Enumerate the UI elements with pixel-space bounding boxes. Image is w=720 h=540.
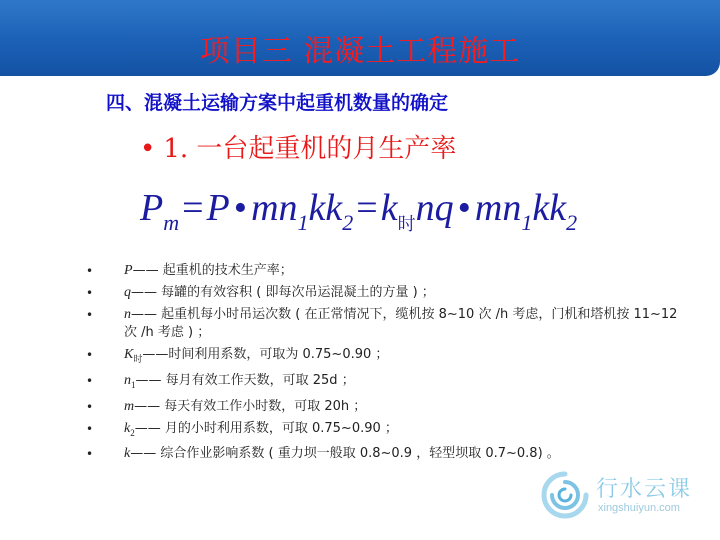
definition-item	[86, 346, 686, 368]
formula-var-mn: mn	[251, 187, 298, 229]
logo-swirl-icon	[540, 470, 590, 520]
bullet-icon: •	[140, 134, 156, 164]
definition-symbol: $k_2$	[124, 420, 135, 438]
definition-symbol: m	[124, 398, 135, 414]
formula-var-mn-2: mn	[474, 187, 522, 229]
definition-text: —— 综合作业影响系数 ( 重力坝一般取 0.8~0.9 ，轻型坝取 0.7~0.8) 。	[130, 446, 560, 462]
title-banner	[0, 0, 720, 76]
formula-sub-shi: 时	[397, 214, 416, 235]
definition-item	[86, 306, 686, 342]
formula-dot-2: •	[457, 187, 471, 229]
definition-item	[86, 284, 686, 302]
formula-equals: =	[182, 187, 204, 229]
formula-var-nq: nq	[415, 187, 454, 229]
definition-item	[86, 398, 686, 416]
watermark-logo	[536, 466, 716, 526]
formula	[140, 186, 577, 236]
formula-var-P: P	[140, 187, 164, 229]
definition-symbol: n	[124, 307, 131, 322]
formula-sub-1b: 1	[521, 210, 533, 235]
definition-text: —— 每天有效工作小时数，可取 20h ；	[134, 398, 367, 414]
point-heading	[140, 128, 456, 165]
definition-text: —— 月的小时利用系数，可取 0.75~0.90 ；	[134, 420, 398, 436]
formula-sub-2: 2	[342, 210, 354, 235]
definition-text: —— 起重机每小时吊运次数 ( 在正常情况下，缆机按 8~10 次 /h 考虑，门机和塔机按 11~12 次 /h 考虑 ) ；	[124, 307, 678, 340]
logo-url: xingshuiyun.com	[598, 502, 680, 514]
formula-var-kk: kk	[308, 187, 343, 229]
definition-item	[86, 372, 686, 394]
section-subtitle: 四、混凝土运输方案中起重机数量的确定	[106, 92, 449, 114]
definition-item	[86, 262, 686, 280]
formula-dot: •	[233, 187, 248, 229]
formula-equals-2: =	[356, 187, 378, 229]
definition-text: —— 每罐的有效容积 ( 即每次吊运混凝土的方量 ) ；	[131, 285, 435, 300]
formula-var-P2: P	[206, 187, 230, 229]
definition-symbol: k	[124, 446, 131, 462]
definition-symbol: $n_1$	[124, 372, 136, 390]
formula-sub-m: m	[163, 210, 180, 235]
logo-text: 行水云课	[596, 477, 693, 502]
point-heading-text: 1. 一台起重机的月生产率	[163, 134, 457, 164]
definition-symbol: q	[124, 285, 131, 300]
formula-sub-2b: 2	[566, 210, 578, 235]
page-title: 项目三 混凝土工程施工	[199, 34, 521, 69]
formula-var-k: k	[380, 187, 398, 229]
formula-sub-1: 1	[297, 210, 309, 235]
definition-symbol: $K_时$	[124, 347, 143, 364]
definition-text: ——时间利用系数，可取为 0.75~0.90 ；	[142, 347, 389, 362]
formula-var-kk-2: kk	[532, 187, 567, 229]
definition-item	[86, 420, 686, 442]
definition-text: —— 起重机的技术生产率；	[132, 263, 293, 278]
definition-list	[86, 262, 686, 467]
definition-item	[86, 445, 686, 463]
definition-text: —— 每月有效工作天数，可取 25d ；	[135, 372, 355, 388]
definition-symbol: P	[124, 263, 133, 278]
